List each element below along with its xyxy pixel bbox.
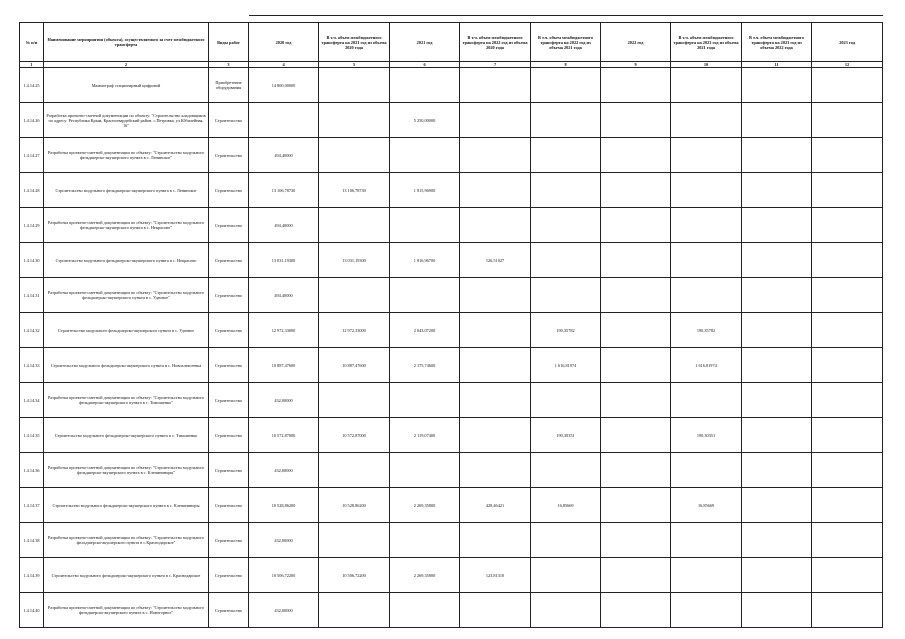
column-number: 2 <box>44 62 209 68</box>
cell-2023 <box>812 593 883 628</box>
cell-t2023-from2021 <box>671 243 742 278</box>
cell-2023 <box>812 173 883 208</box>
table-row <box>20 68 883 103</box>
cell-2021: 2 269,35800 <box>390 558 460 593</box>
row-work-type: Строительство <box>209 453 249 488</box>
header-num: № п/п <box>20 23 44 62</box>
cell-t2022-from2020 <box>460 68 531 103</box>
header-t2022-from2021: В т.ч. объем межбюджетного трансферта на 2022 год из объема 2021 года <box>531 23 601 62</box>
cell-t2022-from2020 <box>460 208 531 243</box>
cell-t2021-from2020: 10 887,47600 <box>319 348 390 383</box>
cell-t2022-from2020: 126,51027 <box>460 243 531 278</box>
cell-t2022-from2021 <box>531 278 601 313</box>
cell-t2023-from2022 <box>742 138 812 173</box>
column-number: 8 <box>531 62 601 68</box>
cell-2022 <box>601 453 671 488</box>
cell-t2022-from2021 <box>531 138 601 173</box>
cell-2020: 432,00000 <box>249 383 319 418</box>
cell-2021 <box>390 138 460 173</box>
cell-t2022-from2021 <box>531 103 601 138</box>
row-code: 1.4.14.32 <box>20 313 44 348</box>
cell-2022 <box>601 558 671 593</box>
row-work-type: Строительство <box>209 208 249 243</box>
cell-t2023-from2021 <box>671 593 742 628</box>
header-t2021-from2020: В т.ч. объем межбюджетного трансферта на 2021 год из объема 2020 года <box>319 23 390 62</box>
cell-t2022-from2021: 1 616,81974 <box>531 348 601 383</box>
row-work-type: Строительство <box>209 103 249 138</box>
header-t2022-from2020: В т.ч. объем межбюджетного трансферта на 2022 год из объема 2020 года <box>460 23 531 62</box>
cell-t2023-from2022 <box>742 208 812 243</box>
cell-2022 <box>601 138 671 173</box>
cell-2023 <box>812 138 883 173</box>
row-name: Разработка проектно-сметной документации по объекту: "Строительство модульного фельдшерско-акушерского пункта в с.Краснодарское" <box>44 523 209 558</box>
row-code: 1.4.14.31 <box>20 278 44 313</box>
cell-2022 <box>601 103 671 138</box>
cell-t2022-from2021 <box>531 383 601 418</box>
row-work-type: Строительство <box>209 558 249 593</box>
cell-2022 <box>601 523 671 558</box>
cell-2020 <box>249 103 319 138</box>
column-number: 1 <box>20 62 44 68</box>
row-code: 1.4.14.38 <box>20 523 44 558</box>
header-2023: 2023 год <box>812 23 883 62</box>
cell-2021 <box>390 278 460 313</box>
cell-t2022-from2020 <box>460 173 531 208</box>
cell-2022 <box>601 208 671 243</box>
cell-t2022-from2021: 190,35782 <box>531 313 601 348</box>
row-code: 1.4.14.28 <box>20 173 44 208</box>
cell-2020: 10 572,87000 <box>249 418 319 453</box>
row-code: 1.4.14.30 <box>20 243 44 278</box>
cell-t2022-from2021 <box>531 453 601 488</box>
cell-t2023-from2022 <box>742 523 812 558</box>
cell-2023 <box>812 243 883 278</box>
cell-t2021-from2020 <box>319 383 390 418</box>
cell-t2023-from2021 <box>671 173 742 208</box>
row-work-type: Строительство <box>209 488 249 523</box>
row-name: Разработка проектно-сметной документации по объекту: "Строительство модульного фельдшерско-акушерского пункта в с. Удачное" <box>44 278 209 313</box>
cell-t2022-from2020 <box>460 593 531 628</box>
row-name: Строительство модульного фельдшерско-акушерского пункта в с. Краснодарское <box>44 558 209 593</box>
cell-2022 <box>601 278 671 313</box>
row-name: Строительство модульного фельдшерско-акушерского пункта в с. Удачное <box>44 313 209 348</box>
cell-t2021-from2020 <box>319 138 390 173</box>
cell-t2022-from2020 <box>460 278 531 313</box>
header-t2023-from2021: В т.ч. объем межбюджетного трансферта на 2023 год из объема 2021 года <box>671 23 742 62</box>
table-row <box>20 313 883 348</box>
table-row <box>20 523 883 558</box>
column-number: 11 <box>742 62 812 68</box>
row-code: 1.4.14.35 <box>20 418 44 453</box>
cell-t2023-from2022 <box>742 103 812 138</box>
row-name: Строительство модульного фельдшерско-акушерского пункта в с. Тимошенко <box>44 418 209 453</box>
header-type: Виды работ <box>209 23 249 62</box>
cell-2022 <box>601 593 671 628</box>
table-row <box>20 348 883 383</box>
cell-2022 <box>601 418 671 453</box>
cell-t2023-from2021 <box>671 138 742 173</box>
cell-2023 <box>812 453 883 488</box>
table-row <box>20 453 883 488</box>
cell-t2022-from2020 <box>460 348 531 383</box>
row-code: 1.4.14.29 <box>20 208 44 243</box>
cell-2020: 432,00000 <box>249 593 319 628</box>
cell-t2022-from2021: 190,30351 <box>531 418 601 453</box>
cell-t2023-from2022 <box>742 173 812 208</box>
cell-2020: 10 506,72200 <box>249 558 319 593</box>
cell-2023 <box>812 313 883 348</box>
cell-t2023-from2021: 16,85669 <box>671 488 742 523</box>
cell-t2021-from2020: 12 972,33000 <box>319 313 390 348</box>
row-code: 1.4.14.39 <box>20 558 44 593</box>
header-row <box>20 23 883 62</box>
cell-2021: 2 043,07200 <box>390 313 460 348</box>
cell-t2023-from2021 <box>671 278 742 313</box>
cell-t2022-from2021 <box>531 523 601 558</box>
cell-t2021-from2020 <box>319 208 390 243</box>
table-row <box>20 593 883 628</box>
cell-t2021-from2020: 13 031,19300 <box>319 243 390 278</box>
row-code: 1.4.14.27 <box>20 138 44 173</box>
cell-t2021-from2020: 13 106,78730 <box>319 173 390 208</box>
cell-t2023-from2022 <box>742 488 812 523</box>
cell-t2022-from2020: 428,46421 <box>460 488 531 523</box>
row-name: Строительство модульного фельдшерско-акушерского пункта в с. Новоалексеевка <box>44 348 209 383</box>
header-t2023-from2022: В т.ч. объем межбюджетного трансферта на 2023 год из объема 2022 года <box>742 23 812 62</box>
cell-2023 <box>812 68 883 103</box>
cell-2021: 2 175,74600 <box>390 348 460 383</box>
cell-t2022-from2020 <box>460 138 531 173</box>
cell-2022 <box>601 313 671 348</box>
row-code: 1.4.14.33 <box>20 348 44 383</box>
column-number: 3 <box>209 62 249 68</box>
cell-2023 <box>812 278 883 313</box>
row-code: 1.4.14.36 <box>20 453 44 488</box>
cell-t2023-from2022 <box>742 278 812 313</box>
table-row <box>20 418 883 453</box>
cell-2023 <box>812 348 883 383</box>
row-code: 1.4.14.26 <box>20 103 44 138</box>
cell-t2023-from2022 <box>742 383 812 418</box>
budget-table <box>19 15 883 628</box>
column-number: 12 <box>812 62 883 68</box>
row-code: 1.4.14.37 <box>20 488 44 523</box>
cell-2020: 13 031,19300 <box>249 243 319 278</box>
cell-t2022-from2021 <box>531 208 601 243</box>
row-work-type: Строительство <box>209 523 249 558</box>
row-work-type: Строительство <box>209 418 249 453</box>
cell-2021: 2 269,35800 <box>390 488 460 523</box>
cell-2020: 10 528,86200 <box>249 488 319 523</box>
cell-2021 <box>390 383 460 418</box>
row-name: Разработка проектно-сметной документации по объекту: "Строительство кладовщиков по адресу: Республика Крым, Красногвардейский район, с.Петровка, ул.Юбилейная, 16" <box>44 103 209 138</box>
table-row <box>20 208 883 243</box>
row-work-type: Строительство <box>209 313 249 348</box>
cell-t2023-from2021 <box>671 558 742 593</box>
table-row <box>20 138 883 173</box>
cell-t2023-from2022 <box>742 558 812 593</box>
cell-t2022-from2020 <box>460 103 531 138</box>
cell-t2023-from2022 <box>742 313 812 348</box>
row-work-type: Строительство <box>209 138 249 173</box>
cell-t2023-from2021: 1 616,81974 <box>671 348 742 383</box>
row-work-type: Строительство <box>209 348 249 383</box>
row-name: Разработка проектно-сметной документации по объекту: "Строительство модульного фельдшерско-акушерского пункта в с. Новогорное" <box>44 593 209 628</box>
cell-2022 <box>601 68 671 103</box>
table-row <box>20 558 883 593</box>
header-2021: 2021 год <box>390 23 460 62</box>
cell-2021 <box>390 68 460 103</box>
cell-2020: 432,00000 <box>249 523 319 558</box>
row-code: 1.4.14.25 <box>20 68 44 103</box>
cell-2021: 5 250,00000 <box>390 103 460 138</box>
row-name: Разработка проектно-сметной документации по объекту: "Строительство модульного фельдшерско-акушерского пункта в с. Ленинское" <box>44 138 209 173</box>
cell-t2023-from2021 <box>671 68 742 103</box>
cell-2020: 432,00000 <box>249 453 319 488</box>
row-name: Маммограф стационарный цифровой <box>44 68 209 103</box>
table-row <box>20 488 883 523</box>
row-code: 1.4.14.34 <box>20 383 44 418</box>
table-row <box>20 243 883 278</box>
cell-t2022-from2021 <box>531 243 601 278</box>
header-name: Наименование мероприятия (объекта), осуществляемого за счет межбюджетного трансферта <box>44 23 209 62</box>
cell-t2021-from2020 <box>319 68 390 103</box>
column-number: 7 <box>460 62 531 68</box>
column-number: 4 <box>249 62 319 68</box>
cell-2023 <box>812 208 883 243</box>
cell-2023 <box>812 523 883 558</box>
cell-t2021-from2020 <box>319 278 390 313</box>
cell-t2021-from2020: 10 572,87000 <box>319 418 390 453</box>
cell-2023 <box>812 558 883 593</box>
cell-2023 <box>812 488 883 523</box>
cell-t2022-from2020 <box>460 418 531 453</box>
cell-t2023-from2021 <box>671 453 742 488</box>
cell-t2023-from2021: 190,30351 <box>671 418 742 453</box>
row-name: Строительство модульного фельдшерско-акушерского пункта в с. Некрасово <box>44 243 209 278</box>
cell-t2022-from2020: 123,81310 <box>460 558 531 593</box>
row-name: Строительство модульного фельдшерско-акушерского пункта в с. Ленинское <box>44 173 209 208</box>
column-number: 6 <box>390 62 460 68</box>
header-2020: 2020 год <box>249 23 319 62</box>
cell-t2022-from2021 <box>531 558 601 593</box>
header-2022: 2022 год <box>601 23 671 62</box>
cell-t2022-from2021 <box>531 68 601 103</box>
column-number: 9 <box>601 62 671 68</box>
table-body <box>20 68 883 628</box>
cell-2020: 494,40000 <box>249 208 319 243</box>
cell-2020: 494,40000 <box>249 278 319 313</box>
row-work-type: Строительство <box>209 383 249 418</box>
cell-t2023-from2021 <box>671 523 742 558</box>
table-row <box>20 278 883 313</box>
cell-2020: 13 106,78730 <box>249 173 319 208</box>
cell-2020: 10 887,47600 <box>249 348 319 383</box>
cell-2021 <box>390 208 460 243</box>
row-work-type: Приобретение оборудования <box>209 68 249 103</box>
cell-2023 <box>812 383 883 418</box>
cell-t2022-from2020 <box>460 383 531 418</box>
cell-t2023-from2021: 190,35782 <box>671 313 742 348</box>
row-work-type: Строительство <box>209 243 249 278</box>
cell-t2021-from2020 <box>319 103 390 138</box>
column-number: 10 <box>671 62 742 68</box>
cell-t2023-from2022 <box>742 593 812 628</box>
cell-t2022-from2021 <box>531 173 601 208</box>
cell-2022 <box>601 173 671 208</box>
cell-2022 <box>601 243 671 278</box>
cell-t2023-from2022 <box>742 68 812 103</box>
cell-t2023-from2021 <box>671 103 742 138</box>
cell-t2021-from2020: 10 506,72200 <box>319 558 390 593</box>
row-name: Строительство модульного фельдшерско-акушерского пункта в с. Клепининоры <box>44 488 209 523</box>
row-work-type: Строительство <box>209 278 249 313</box>
cell-2022 <box>601 383 671 418</box>
cell-2020: 14 800,00000 <box>249 68 319 103</box>
top-rule-row <box>20 16 883 23</box>
row-name: Разработка проектно-сметной документации по объекту: "Строительство модульного фельдшерско-акушерского пункта в с. Некрасово" <box>44 208 209 243</box>
row-work-type: Строительство <box>209 173 249 208</box>
cell-2021: 2 119,07400 <box>390 418 460 453</box>
cell-2021: 1 816,96700 <box>390 243 460 278</box>
cell-2021 <box>390 453 460 488</box>
cell-2022 <box>601 488 671 523</box>
row-name: Разработка проектно-сметной документации по объекту: "Строительство модульного фельдшерско-акушерского пункта в с. Тимошенко" <box>44 383 209 418</box>
cell-2023 <box>812 418 883 453</box>
cell-t2023-from2022 <box>742 348 812 383</box>
cell-2021 <box>390 523 460 558</box>
cell-t2021-from2020 <box>319 453 390 488</box>
cell-t2021-from2020: 10 528,86200 <box>319 488 390 523</box>
cell-t2022-from2020 <box>460 453 531 488</box>
cell-t2022-from2020 <box>460 523 531 558</box>
cell-t2023-from2022 <box>742 453 812 488</box>
cell-t2021-from2020 <box>319 593 390 628</box>
row-code: 1.4.14.40 <box>20 593 44 628</box>
row-work-type: Строительство <box>209 593 249 628</box>
cell-t2023-from2022 <box>742 418 812 453</box>
table-row <box>20 173 883 208</box>
cell-t2023-from2021 <box>671 208 742 243</box>
cell-2021: 1 815,96900 <box>390 173 460 208</box>
cell-t2022-from2021 <box>531 593 601 628</box>
table-row <box>20 103 883 138</box>
cell-2022 <box>601 348 671 383</box>
cell-t2023-from2022 <box>742 243 812 278</box>
cell-2020: 494,40000 <box>249 138 319 173</box>
cell-2023 <box>812 103 883 138</box>
cell-t2021-from2020 <box>319 523 390 558</box>
column-number: 5 <box>319 62 390 68</box>
cell-2020: 12 972,33000 <box>249 313 319 348</box>
cell-2021 <box>390 593 460 628</box>
row-name: Разработка проектно-сметной документации по объекту: "Строительство модульного фельдшерско-акушерского пункта в с. Клепининоры" <box>44 453 209 488</box>
cell-t2023-from2021 <box>671 383 742 418</box>
cell-t2022-from2020 <box>460 313 531 348</box>
table-row <box>20 383 883 418</box>
cell-t2022-from2021: 16,85669 <box>531 488 601 523</box>
